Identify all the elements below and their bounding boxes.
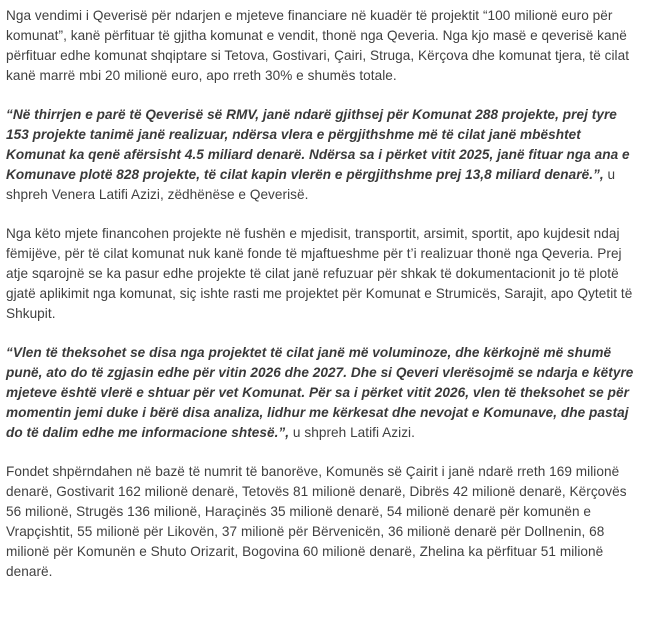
article-quote-latifi xyxy=(6,343,640,443)
quote-text: “Në thirrjen e parë të Qeverisë së RMV, janë ndarë gjithsej për Komunat 288 projekte, prej tyre 153 projekte tanimë janë realizuar, ndërsa vlera e përgjithshme më të cilat janë mbështet Komunat ka qenë afërsisht 4.5 miliard denarë. Ndërsa sa i përket vitit 2025, janë fituar nga ana e Komunave plotë 828 projekte, të cilat kapin vlerën e përgjithshme prej 13,8 miliard denarë.”, xyxy=(6,107,630,182)
quote-text: “Vlen të theksohet se disa nga projektet të cilat janë më voluminoze, dhe kërkojnë më shumë punë, ato do të zgjasin edhe për vitin 2026 dhe 2027. Dhe si Qeveri vlerësojmë se ndarja e këtyre mjeteve është vlerë e shtuar për vet Komunat. Për sa i përket vitit 2026, vlen të theksohet se për momentin jemi duke i bërë disa analiza, lidhur me kërkesat dhe nevojat e Komunave, dhe pastaj do të dalim edhe me informacione shtesë.”, xyxy=(6,345,634,440)
article-paragraph-intro: Nga vendimi i Qeverisë për ndarjen e mjeteve financiare në kuadër të projektit “100 milionë euro për komunat”, kanë përfituar të gjitha komunat e vendit, thonë nga Qeveria. Nga kjo masë e qeverisë kanë përfituar edhe komunat shqiptare si Tetova, Gostivari, Çairi, Struga, Kërçova dhe komunat tjera, të cilat kanë marrë mbi 20 milionë euro, apo rreth 30% e shumës totale. xyxy=(6,8,630,83)
article-paragraph-projects: Nga këto mjete financohen projekte në fushën e mjedisit, transportit, arsimit, sportit, apo kujdesit ndaj fëmijëve, për të cilat komunat nuk kanë fonde të mjaftueshme për t’i realizuar thonë nga Qeveria. Prej atje sqarojnë se ka pasur edhe projekte të cilat janë refuzuar për shkak të dokumentacionit jo të plotë gjatë aplikimit nga komunat, siç ishte rasti me projektet për Komunat e Strumicës, Sarajit, apo Qytetit të Shkupit. xyxy=(6,226,633,321)
article-paragraph-funds: Fondet shpërndahen në bazë të numrit të banorëve, Komunës së Çairit i janë ndarë rreth 169 milionë denarë, Gostivarit 162 milionë denarë, Tetovës 81 milionë denarë, Dibrës 42 milionë denarë, Kërçovës 56 milionë, Strugës 136 milionë, Haraçinës 35 milionë denarë, 54 milionë denarë për komunën e Vrapçishtit, 55 milionë për Likovën, 37 milionë për Bërvenicën, 36 milionë denarë për Dollnenin, 68 milionë për Komunën e Shuto Orizarit, Bogovina 60 milionë denarë, Zhelina ka përfituar 51 milionë denarë. xyxy=(6,464,627,579)
article-quote-spokesperson xyxy=(6,105,640,205)
quote-attribution: u shpreh Venera Latifi Azizi, zëdhënëse e Qeverisë. xyxy=(6,167,616,202)
quote-attribution: u shpreh Latifi Azizi. xyxy=(289,425,415,440)
